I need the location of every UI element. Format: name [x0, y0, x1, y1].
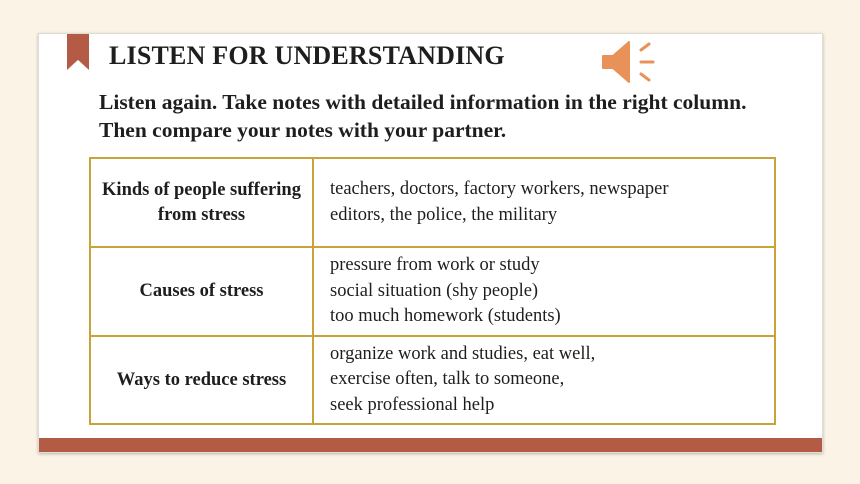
table-row [90, 336, 775, 424]
row-label: Ways to reduce stress [90, 336, 313, 424]
row-label: Kinds of people suffering from stress [90, 158, 313, 247]
note-line: too much homework (students) [330, 306, 561, 327]
note-line: pressure from work or study [330, 255, 540, 276]
row-label: Causes of stress [90, 247, 313, 336]
note-line: editors, the police, the military [330, 204, 558, 225]
notes-table [89, 157, 776, 425]
note-line: teachers, doctors, factory workers, newspaper [330, 179, 669, 199]
note-line: organize work and studies, eat well, [330, 343, 596, 364]
speaker-audio-icon[interactable] [599, 36, 659, 88]
slide-heading: LISTEN FOR UNDERSTANDING [109, 41, 505, 70]
row-notes [313, 247, 775, 336]
row-notes [313, 336, 775, 424]
note-line: exercise often, talk to someone, [330, 369, 565, 390]
row-notes [313, 158, 775, 247]
slide [38, 33, 823, 453]
note-line: seek professional help [330, 394, 495, 415]
table-row [90, 247, 775, 336]
table-row [90, 158, 775, 247]
bookmark-icon [67, 34, 89, 70]
footer-bar [39, 438, 822, 452]
note-line: social situation (shy people) [330, 280, 539, 301]
instruction-text: Listen again. Take notes with detailed information in the right column. Then compare your notes with your partner. [99, 90, 747, 142]
